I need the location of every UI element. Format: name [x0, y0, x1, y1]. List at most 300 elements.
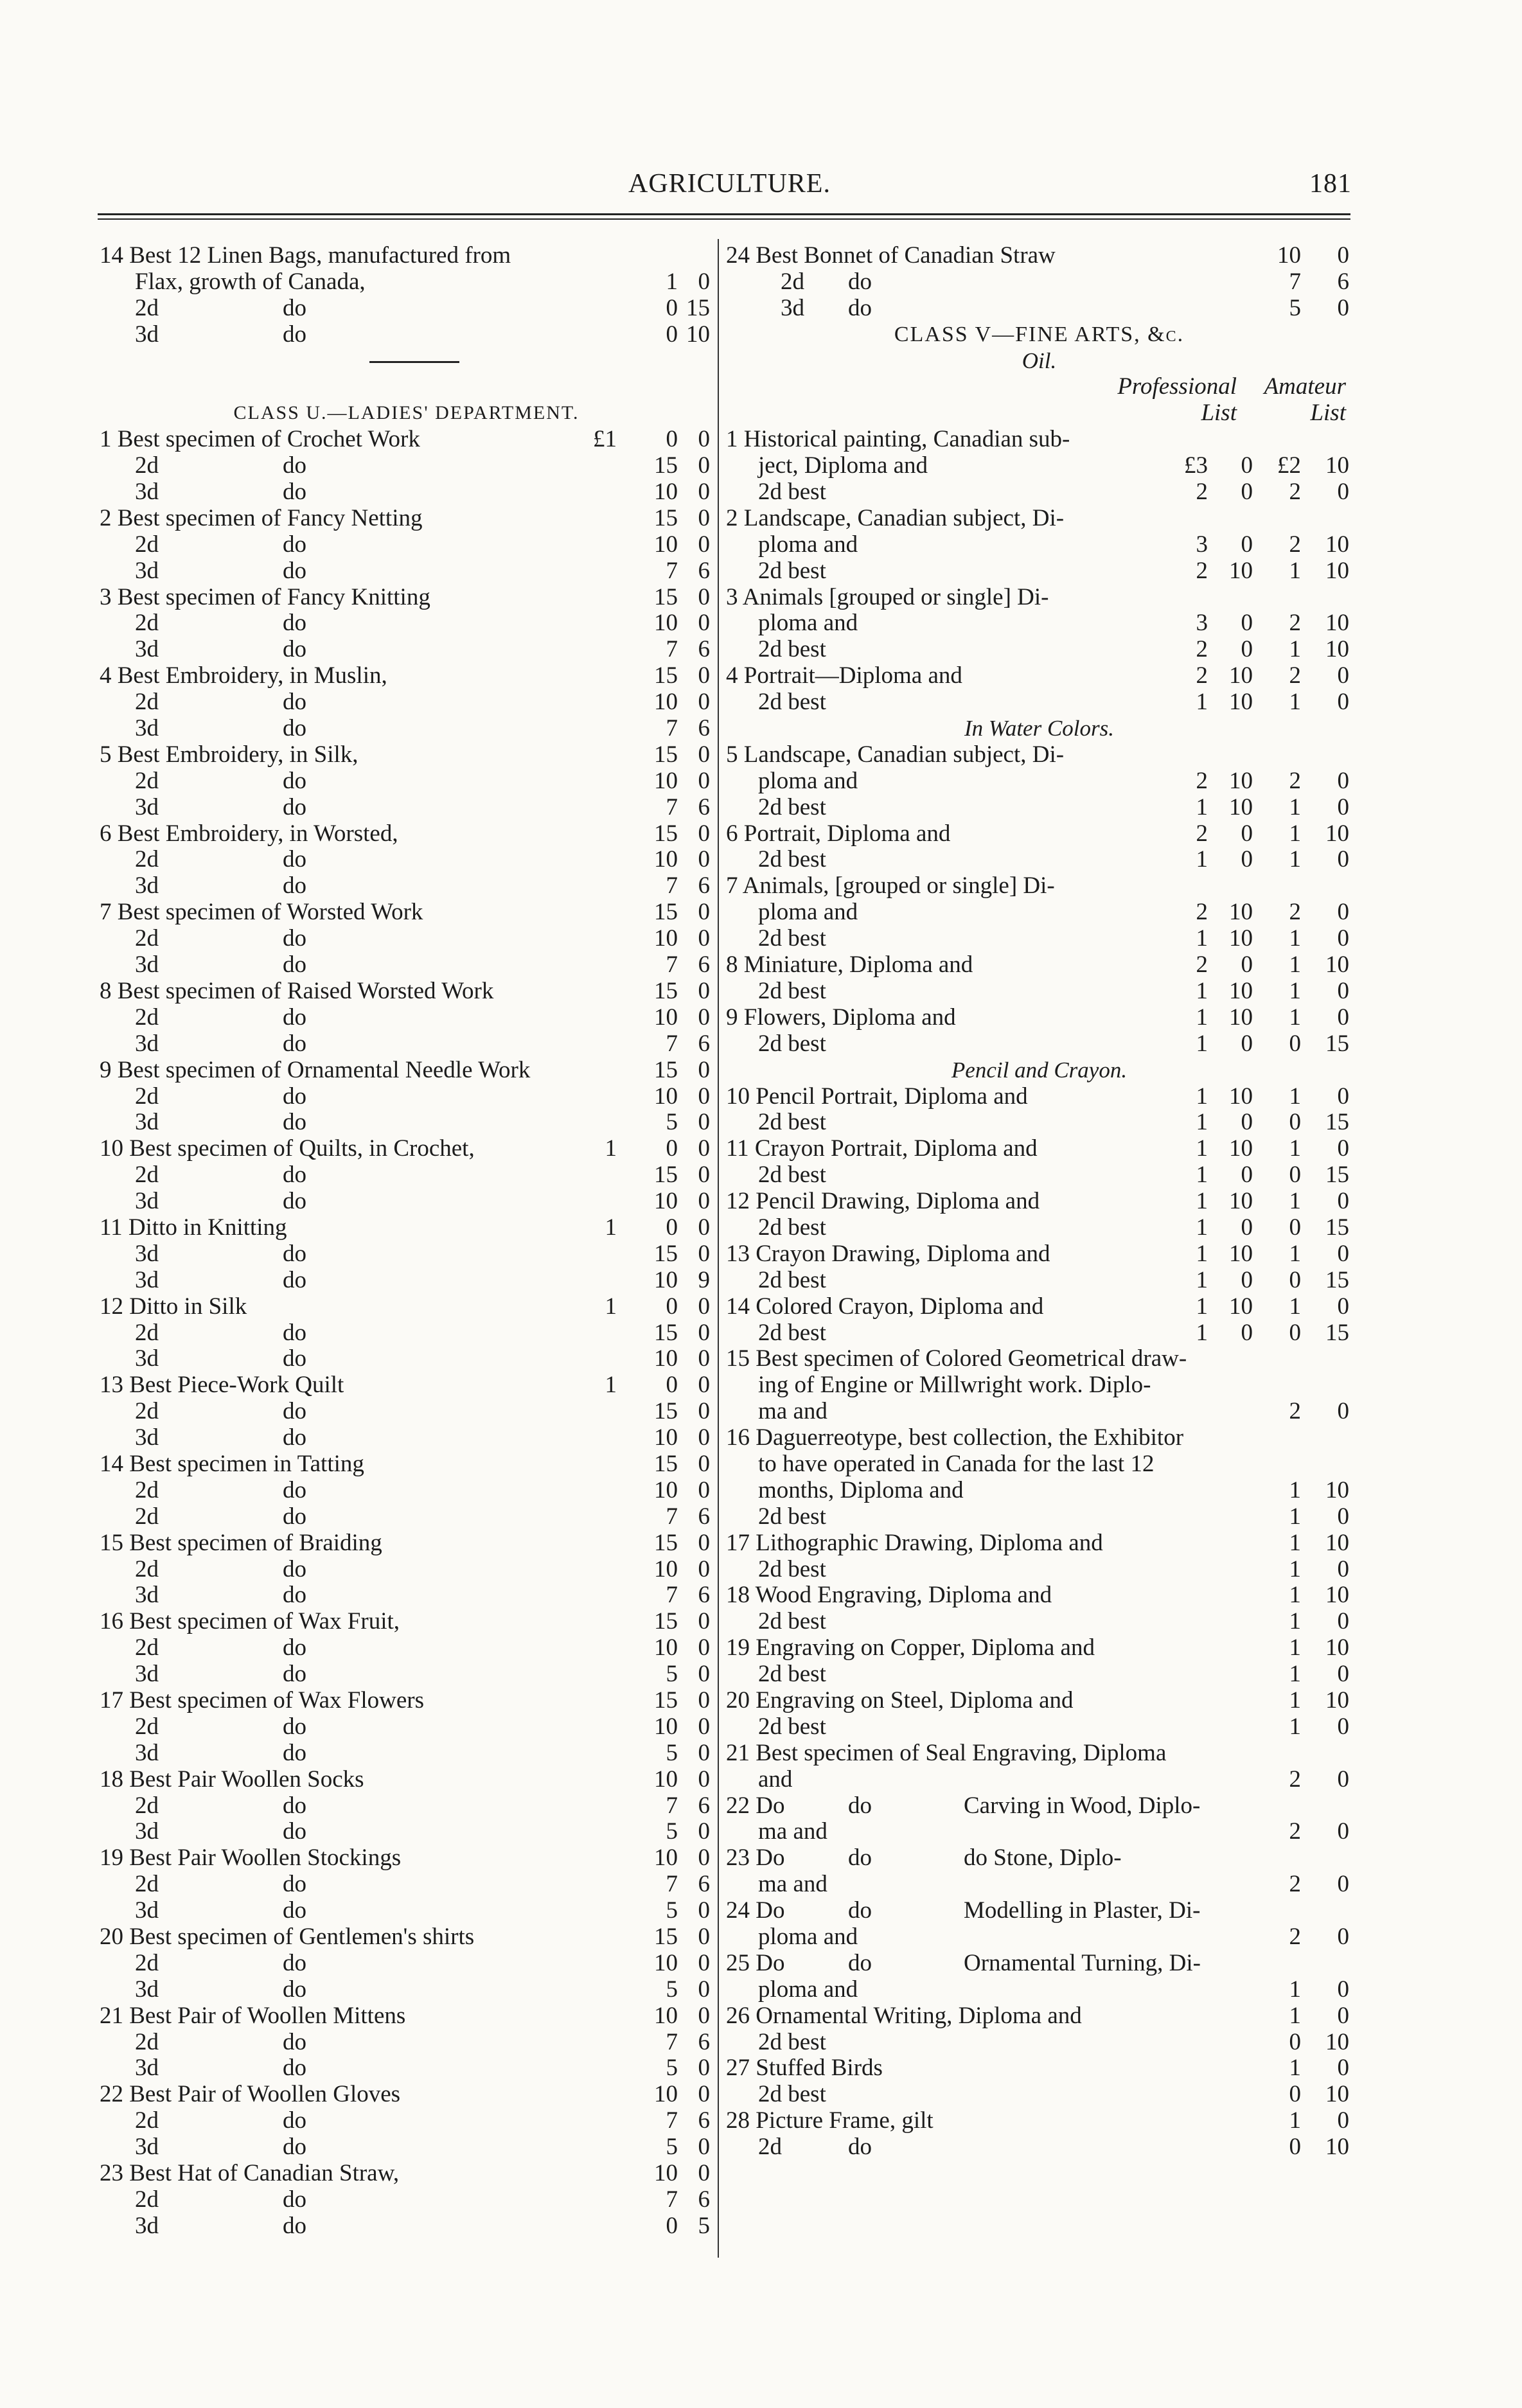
item-description: 6 Portrait, Diploma and: [726, 820, 951, 847]
prize-pence: 6: [698, 1792, 710, 1819]
item-description: ploma and: [758, 531, 858, 558]
ditto-mark: do: [283, 479, 306, 506]
prize-list-item: [100, 1268, 713, 1294]
item-description: 3d: [135, 636, 159, 663]
amateur-prize-pounds: 1: [1289, 2107, 1301, 2134]
item-description: 1 Historical painting, Canadian sub-: [726, 426, 1070, 453]
prize-list-item: [726, 1084, 1352, 1110]
prize-pence: 0: [698, 2055, 710, 2082]
prize-pence: 0: [698, 1345, 710, 1372]
ditto-mark: do: [848, 1949, 872, 1976]
prize-list-item: [726, 637, 1352, 663]
prize-pence: 0: [698, 1634, 710, 1661]
professional-prize-shillings: 10: [1229, 1004, 1253, 1031]
item-description: 2d: [135, 294, 159, 321]
prize-shillings: 15: [654, 452, 678, 479]
prize-list-item: [726, 689, 1352, 716]
amateur-prize-shillings: 15: [1325, 1109, 1349, 1136]
amateur-prize-pounds: 1: [1289, 1686, 1301, 1713]
prize-list-item: [100, 847, 713, 873]
amateur-prize-shillings: 0: [1337, 1924, 1349, 1950]
item-description: 11 Ditto in Knitting: [100, 1214, 287, 1241]
prize-list-item: [726, 952, 1352, 978]
prize-pence: 0: [698, 1976, 710, 2003]
ditto-mark: do: [283, 2107, 306, 2134]
prize-shillings: 7: [666, 1871, 678, 1898]
item-description: 21 Best specimen of Seal Engraving, Diploma: [726, 1739, 1167, 1766]
prize-list-item: [100, 978, 713, 1005]
separator-line: [369, 361, 459, 363]
amateur-prize-shillings: 0: [1337, 689, 1349, 716]
prize-pence: 0: [698, 1214, 710, 1241]
prize-pence: 0: [698, 741, 710, 768]
prize-shillings: 7: [666, 2028, 678, 2055]
prize-pence: 0: [698, 583, 710, 610]
prize-list-item: [726, 1582, 1352, 1609]
prize-list-item: [100, 873, 713, 899]
amateur-prize-shillings: 0: [1337, 294, 1349, 321]
amateur-prize-shillings: 0: [1337, 1766, 1349, 1793]
amateur-prize-shillings: 10: [1325, 531, 1349, 558]
section-heading-text: Pencil and Crayon.: [951, 1057, 1128, 1083]
item-description: 9 Flowers, Diploma and: [726, 1004, 956, 1031]
prize-pence: 0: [698, 2081, 710, 2108]
item-description: 2d: [135, 1792, 159, 1819]
prize-pence: 0: [698, 1686, 710, 1713]
professional-prize-pounds: 1: [1196, 1135, 1208, 1162]
amateur-prize-pounds: 2: [1289, 479, 1301, 506]
item-description-continued: Carving in Wood, Diplo-: [964, 1792, 1201, 1819]
prize-shillings: 15: [654, 1398, 678, 1425]
prize-shillings: 7: [666, 872, 678, 899]
ditto-mark: do: [283, 689, 306, 716]
prize-pence: 6: [698, 1871, 710, 1898]
item-description: 2d best: [758, 793, 826, 820]
item-description: 1 Best specimen of Crochet Work: [100, 426, 420, 453]
prize-pence: 0: [698, 899, 710, 926]
right-column: [726, 243, 1352, 2161]
professional-prize-shillings: 0: [1241, 636, 1253, 663]
amateur-prize-shillings: 10: [1325, 452, 1349, 479]
prize-pence: 6: [698, 952, 710, 978]
section-heading-text: CLASS U.—LADIES' DEPARTMENT.: [233, 402, 580, 424]
prize-shillings: 7: [666, 1030, 678, 1057]
spacer-row: [100, 374, 713, 400]
prize-shillings: 0: [666, 1293, 678, 1320]
professional-prize-pounds: 3: [1196, 610, 1208, 637]
amateur-prize-shillings: 0: [1337, 1661, 1349, 1688]
item-description: 4 Best Embroidery, in Muslin,: [100, 662, 387, 689]
item-description: 15 Best specimen of Braiding: [100, 1529, 382, 1556]
prize-list-item: [100, 1110, 713, 1136]
ditto-mark: do: [283, 1713, 306, 1740]
amateur-prize-pounds: 1: [1289, 1135, 1301, 1162]
prize-list-item: [100, 1609, 713, 1635]
amateur-prize-pounds: 1: [1289, 1608, 1301, 1635]
prize-pence: 0: [698, 1188, 710, 1215]
prize-list-item: [100, 2030, 713, 2056]
amateur-prize-shillings: 0: [1337, 1188, 1349, 1215]
prize-list-item: [726, 269, 1352, 296]
item-description: ma and: [758, 1818, 827, 1845]
prize-list-item: [100, 1635, 713, 1661]
amateur-prize-shillings: 0: [1337, 1503, 1349, 1530]
prize-pence: 0: [698, 1766, 710, 1793]
prize-list-item: [100, 716, 713, 742]
prize-pence: 0: [698, 1818, 710, 1845]
professional-prize-pounds: 1: [1196, 1109, 1208, 1136]
prize-list-item: [100, 1399, 713, 1425]
prize-list-item: [726, 1162, 1352, 1189]
ditto-mark: do: [283, 846, 306, 873]
amateur-prize-shillings: 0: [1337, 1713, 1349, 1740]
item-description: 2d best: [758, 2028, 826, 2055]
amateur-prize-pounds: 1: [1289, 636, 1301, 663]
item-description: 3d: [135, 1109, 159, 1136]
prize-list-item: [100, 1924, 713, 1951]
prize-list-item: [100, 899, 713, 926]
amateur-prize-shillings: 10: [1325, 1529, 1349, 1556]
item-description: 19 Best Pair Woollen Stockings: [100, 1845, 402, 1872]
prize-shillings: 15: [654, 1056, 678, 1083]
prize-list-item: [100, 1031, 713, 1058]
amateur-prize-pounds: 1: [1289, 952, 1301, 978]
header-rule-top: [98, 213, 1350, 215]
amateur-prize-pounds: 2: [1289, 899, 1301, 926]
prize-list-item: [726, 2003, 1352, 2030]
prize-shillings: 0: [666, 294, 678, 321]
prize-shillings: 10: [654, 846, 678, 873]
prize-shillings: 7: [666, 2186, 678, 2213]
prize-list-item: [726, 585, 1352, 611]
ditto-mark: do: [283, 1083, 306, 1110]
item-description: 2d best: [758, 1608, 826, 1635]
prize-list-item: [100, 243, 713, 269]
amateur-prize-pounds: 0: [1289, 1214, 1301, 1241]
amateur-prize-shillings: 10: [1325, 2081, 1349, 2108]
amateur-prize-pounds: 2: [1289, 1871, 1301, 1898]
amateur-prize-shillings: 10: [1325, 1686, 1349, 1713]
item-description: 2d: [135, 2186, 159, 2213]
amateur-prize-shillings: 10: [1325, 2134, 1349, 2161]
prize-shillings: 10: [654, 1713, 678, 1740]
prize-list-item: [100, 952, 713, 978]
item-description: 2d best: [758, 925, 826, 952]
item-description: 2d best: [758, 1266, 826, 1293]
ditto-mark: do: [283, 2212, 306, 2239]
prize-list-item: [726, 2030, 1352, 2056]
professional-prize-shillings: 10: [1229, 925, 1253, 952]
prize-pence: 0: [698, 1450, 710, 1477]
item-description: 2d best: [758, 1319, 826, 1346]
prize-list-item: [726, 1793, 1352, 1819]
prize-shillings: 10: [654, 1266, 678, 1293]
professional-prize-shillings: 10: [1229, 689, 1253, 716]
prize-list-item: [726, 847, 1352, 873]
prize-shillings: 0: [666, 2212, 678, 2239]
ditto-mark: do: [283, 952, 306, 978]
prize-list-item: [726, 663, 1352, 689]
item-description: 2d best: [758, 1030, 826, 1057]
prize-pence: 0: [698, 1713, 710, 1740]
professional-prize-pounds: 2: [1196, 479, 1208, 506]
prize-list-item: [100, 427, 713, 453]
item-description: 12 Ditto in Silk: [100, 1293, 247, 1320]
prize-pence: 0: [698, 452, 710, 479]
amateur-prize-shillings: 10: [1325, 952, 1349, 978]
professional-prize-shillings: 0: [1241, 820, 1253, 847]
prize-list-item: [726, 1425, 1352, 1451]
item-description: ploma and: [758, 610, 858, 637]
ditto-mark: do: [283, 2186, 306, 2213]
ditto-mark: do: [283, 321, 306, 348]
prize-list-item: [726, 1530, 1352, 1557]
section-heading: [726, 716, 1352, 742]
amateur-prize-shillings: 0: [1337, 242, 1349, 269]
prize-pounds: £1: [593, 426, 617, 453]
prize-pence: 15: [686, 294, 710, 321]
prize-list-item: [100, 1451, 713, 1478]
prize-pence: 0: [698, 2160, 710, 2187]
ditto-mark: do: [283, 1345, 306, 1372]
amateur-prize-pounds: 0: [1289, 1319, 1301, 1346]
prize-shillings: 15: [654, 1319, 678, 1346]
prize-pence: 0: [698, 531, 710, 558]
item-description: 3d: [135, 1266, 159, 1293]
ditto-mark: do: [283, 872, 306, 899]
item-description: ing of Engine or Millwright work. Diplo-: [758, 1372, 1151, 1399]
prize-shillings: 5: [666, 1109, 678, 1136]
item-description: 18 Best Pair Woollen Socks: [100, 1766, 364, 1793]
amateur-prize-shillings: 15: [1325, 1266, 1349, 1293]
item-description: 24 Best Bonnet of Canadian Straw: [726, 242, 1056, 269]
amateur-prize-shillings: 0: [1337, 2055, 1349, 2082]
prize-list-item: [100, 689, 713, 716]
amateur-column-header: List: [1310, 400, 1346, 427]
ditto-mark: do: [848, 1897, 872, 1924]
prize-shillings: 15: [654, 1162, 678, 1189]
prize-pence: 0: [698, 1949, 710, 1976]
ditto-mark: do: [283, 1739, 306, 1766]
amateur-prize-shillings: 6: [1337, 268, 1349, 295]
amateur-prize-pounds: 1: [1289, 689, 1301, 716]
prize-list-item: [100, 1819, 713, 1845]
item-description: 2d best: [758, 1713, 826, 1740]
prize-shillings: 15: [654, 583, 678, 610]
prize-list-item: [726, 1478, 1352, 1504]
amateur-prize-shillings: 0: [1337, 1004, 1349, 1031]
amateur-prize-pounds: 1: [1289, 1188, 1301, 1215]
prize-list-item: [726, 1294, 1352, 1320]
prize-shillings: 10: [654, 1949, 678, 1976]
amateur-prize-pounds: 0: [1289, 2028, 1301, 2055]
prize-list-item: [100, 637, 713, 663]
professional-prize-pounds: 1: [1196, 1004, 1208, 1031]
prize-list-item: [100, 610, 713, 637]
section-heading-text: Oil.: [1022, 348, 1057, 373]
item-description: 2d: [135, 1319, 159, 1346]
professional-prize-pounds: 2: [1196, 899, 1208, 926]
item-description: 2d: [135, 2028, 159, 2055]
prize-shillings: 5: [666, 1661, 678, 1688]
amateur-prize-pounds: 1: [1289, 1293, 1301, 1320]
prize-shillings: 0: [666, 321, 678, 348]
amateur-prize-shillings: 15: [1325, 1214, 1349, 1241]
item-description: 2d best: [758, 636, 826, 663]
prize-pence: 0: [698, 767, 710, 794]
prize-pence: 6: [698, 1503, 710, 1530]
item-description: 4 Portrait—Diploma and: [726, 662, 962, 689]
prize-pence: 0: [698, 479, 710, 506]
section-heading: [726, 348, 1352, 375]
ditto-mark: do: [283, 1162, 306, 1189]
amateur-prize-shillings: 15: [1325, 1030, 1349, 1057]
amateur-prize-pounds: 1: [1289, 1004, 1301, 1031]
prize-list-item: [100, 1793, 713, 1819]
prize-shillings: 7: [666, 793, 678, 820]
prize-pence: 6: [698, 872, 710, 899]
ditto-mark: do: [283, 1897, 306, 1924]
prize-list-item: [100, 1372, 713, 1399]
prize-pence: 0: [698, 426, 710, 453]
ditto-mark: do: [283, 1634, 306, 1661]
professional-prize-shillings: 0: [1241, 479, 1253, 506]
prize-list-item: [100, 532, 713, 558]
prize-column-headers: [726, 400, 1352, 427]
prize-pence: 6: [698, 557, 710, 584]
amateur-prize-pounds: 1: [1289, 1529, 1301, 1556]
ditto-mark: do: [283, 452, 306, 479]
prize-pence: 0: [698, 1924, 710, 1950]
item-description: 10 Pencil Portrait, Diploma and: [726, 1083, 1028, 1110]
professional-prize-shillings: 0: [1241, 610, 1253, 637]
item-description: 3d: [135, 1030, 159, 1057]
ditto-mark: do: [283, 1503, 306, 1530]
item-description: 21 Best Pair of Woollen Mittens: [100, 2002, 406, 2029]
item-description: 3d: [135, 1818, 159, 1845]
professional-prize-pounds: 1: [1196, 1293, 1208, 1320]
prize-pence: 6: [698, 1582, 710, 1609]
ditto-mark: do: [283, 1266, 306, 1293]
item-description: ploma and: [758, 1924, 858, 1950]
amateur-prize-shillings: 0: [1337, 1555, 1349, 1582]
amateur-prize-shillings: 10: [1325, 2028, 1349, 2055]
prize-list-item: [100, 1714, 713, 1740]
prize-pence: 0: [698, 1424, 710, 1451]
item-description: 3d: [135, 1188, 159, 1215]
prize-list-item: [726, 610, 1352, 637]
prize-pence: 6: [698, 2028, 710, 2055]
amateur-prize-shillings: 10: [1325, 1582, 1349, 1609]
amateur-prize-pounds: 2: [1289, 1398, 1301, 1425]
item-description: 12 Pencil Drawing, Diploma and: [726, 1188, 1040, 1215]
prize-list-item: [726, 1661, 1352, 1688]
section-heading: [100, 400, 713, 427]
amateur-prize-shillings: 0: [1337, 1608, 1349, 1635]
prize-pence: 0: [698, 1897, 710, 1924]
prize-list-item: [100, 1136, 713, 1162]
prize-pence: 0: [698, 662, 710, 689]
item-description: 3d: [135, 952, 159, 978]
running-header-title: AGRICULTURE.: [628, 169, 831, 199]
amateur-prize-shillings: 10: [1325, 1476, 1349, 1503]
prize-shillings: 0: [666, 1135, 678, 1162]
prize-shillings: 15: [654, 1450, 678, 1477]
prize-shillings: 10: [654, 610, 678, 637]
prize-shillings: 15: [654, 1529, 678, 1556]
item-description: 2d best: [758, 977, 826, 1004]
prize-list-item: [100, 1504, 713, 1530]
amateur-prize-pounds: 0: [1289, 1109, 1301, 1136]
ditto-mark: do: [283, 557, 306, 584]
item-description: 2d: [135, 1476, 159, 1503]
amateur-prize-shillings: 0: [1337, 767, 1349, 794]
prize-list-item: [726, 1451, 1352, 1478]
professional-prize-pounds: 1: [1196, 925, 1208, 952]
professional-prize-pounds: 1: [1196, 1030, 1208, 1057]
ditto-mark: do: [283, 2028, 306, 2055]
prize-pence: 0: [698, 1004, 710, 1031]
prize-list-item: [100, 1661, 713, 1688]
prize-shillings: 7: [666, 1503, 678, 1530]
professional-prize-shillings: 10: [1229, 662, 1253, 689]
ditto-mark: do: [283, 1976, 306, 2003]
prize-shillings: 5: [666, 1897, 678, 1924]
item-description: to have operated in Canada for the last 12: [758, 1450, 1155, 1477]
amateur-column-header: Amateur: [1264, 373, 1346, 400]
prize-shillings: 0: [666, 426, 678, 453]
item-description: 2d best: [758, 1503, 826, 1530]
amateur-prize-pounds: 0: [1289, 1030, 1301, 1057]
prize-list-item: [726, 899, 1352, 926]
item-description: 2d best: [758, 1109, 826, 1136]
prize-shillings: 10: [654, 767, 678, 794]
prize-shillings: 5: [666, 1976, 678, 2003]
prize-list-item: [100, 1005, 713, 1031]
amateur-prize-pounds: 1: [1289, 1713, 1301, 1740]
item-description: 2d: [135, 610, 159, 637]
amateur-prize-shillings: 10: [1325, 557, 1349, 584]
item-description: 7 Animals, [grouped or single] Di-: [726, 872, 1055, 899]
prize-list-item: [726, 1005, 1352, 1031]
item-description: 2d best: [758, 479, 826, 506]
ditto-mark: do: [283, 715, 306, 742]
ditto-mark: do: [283, 1424, 306, 1451]
prize-list-item: [726, 1557, 1352, 1583]
ditto-mark: do: [283, 294, 306, 321]
prize-list-item: [726, 1635, 1352, 1661]
amateur-prize-pounds: 1: [1289, 1476, 1301, 1503]
prize-list-item: [726, 1898, 1352, 1924]
professional-prize-shillings: 10: [1229, 1293, 1253, 1320]
prize-shillings: 7: [666, 715, 678, 742]
prize-list-item: [726, 1609, 1352, 1635]
item-description: 8 Miniature, Diploma and: [726, 952, 973, 978]
prize-list-item: [726, 1136, 1352, 1162]
prize-list-item: [726, 1924, 1352, 1951]
prize-pence: 0: [698, 977, 710, 1004]
professional-prize-pounds: 2: [1196, 820, 1208, 847]
prize-list-item: [726, 296, 1352, 322]
amateur-prize-shillings: 0: [1337, 662, 1349, 689]
item-description: 13 Best Piece-Work Quilt: [100, 1372, 344, 1399]
page-number: 181: [1309, 169, 1352, 199]
item-description: 9 Best specimen of Ornamental Needle Work: [100, 1056, 531, 1083]
amateur-prize-pounds: 1: [1289, 1240, 1301, 1267]
item-description: 2d: [135, 1398, 159, 1425]
item-description: 17 Best specimen of Wax Flowers: [100, 1686, 425, 1713]
item-description: 8 Best specimen of Raised Worsted Work: [100, 977, 494, 1004]
